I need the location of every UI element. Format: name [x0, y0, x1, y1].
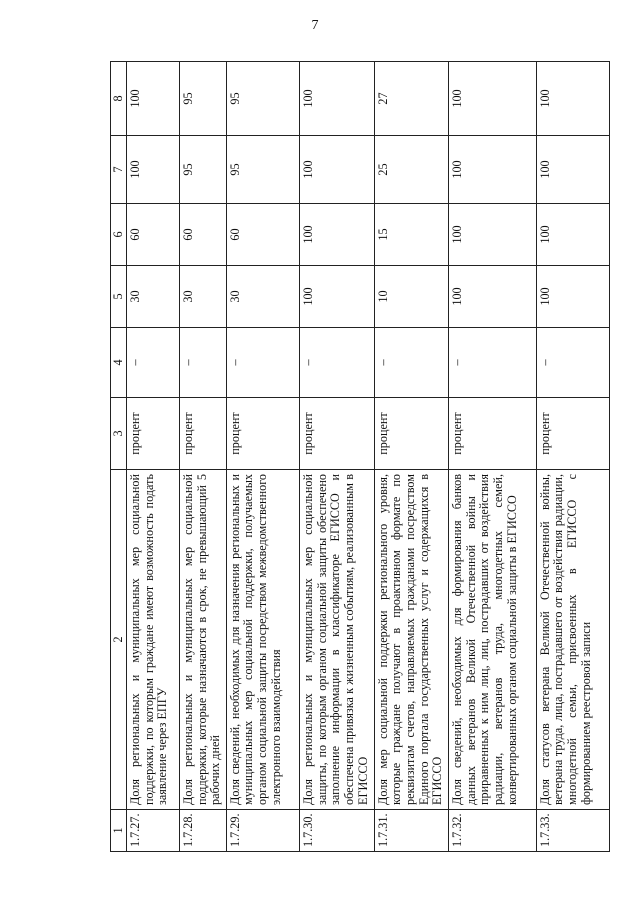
value-cell: 95 — [179, 136, 226, 204]
indicator-description: Доля мер социальной поддержки регионального уровня, которые граждане получают в проактивном формате по реквизитам счетов, направляемых гражданами посредством Единого портала государственных услуг и содержащихся в ЕГИССО — [374, 470, 449, 810]
unit-cell: процент — [179, 398, 226, 470]
value-cell: 100 — [127, 62, 180, 136]
value-cell: 100 — [299, 62, 374, 136]
value-cell: 100 — [536, 266, 609, 328]
value-cell: – — [179, 328, 226, 398]
value-cell: 100 — [449, 266, 537, 328]
value-cell: 95 — [179, 62, 226, 136]
row-number: 1.7.30. — [299, 810, 374, 852]
row-number: 1.7.28. — [179, 810, 226, 852]
table-row — [536, 62, 609, 852]
rotated-table-container — [110, 62, 610, 852]
value-cell: 100 — [127, 136, 180, 204]
value-cell: 30 — [226, 266, 299, 328]
indicator-description: Доля сведений, необходимых для формирования банков данных ветеранов Великой Отечественной войны и приравненных к ним лиц, лиц, пострадавших от воздействия радиации, ветеранов труда, многодетных семей, конвертированных органом социальной защиты в ЕГИССО — [449, 470, 537, 810]
value-cell: 100 — [299, 266, 374, 328]
indicator-description: Доля статусов ветерана Великой Отечественной войны, ветерана труда, лица, пострадавшего от воздействия радиации, многодетной семьи, присвоенных в ЕГИССО с формированием реестровой записи — [536, 470, 609, 810]
unit-cell: процент — [226, 398, 299, 470]
value-cell: – — [536, 328, 609, 398]
value-cell: 10 — [374, 266, 449, 328]
value-cell: 100 — [536, 204, 609, 266]
value-cell: 100 — [536, 136, 609, 204]
value-cell: 25 — [374, 136, 449, 204]
value-cell: – — [127, 328, 180, 398]
row-number: 1.7.32. — [449, 810, 537, 852]
indicator-description: Доля сведений, необходимых для назначения региональных и муниципальных мер социальной поддержки, получаемых органом социальной защиты посредством межведомственного электронного взаимодействия — [226, 470, 299, 810]
value-cell: 15 — [374, 204, 449, 266]
table-row — [374, 62, 449, 852]
indicator-description: Доля региональных и муниципальных мер социальной поддержки, которые назначаются в срок, не превышающий 5 рабочих дней — [179, 470, 226, 810]
value-cell: 100 — [536, 62, 609, 136]
unit-cell: процент — [449, 398, 537, 470]
table-row — [299, 62, 374, 852]
row-number: 1.7.27. — [127, 810, 180, 852]
value-cell: 95 — [226, 136, 299, 204]
value-cell: – — [449, 328, 537, 398]
table-header-row — [111, 62, 127, 852]
row-number: 1.7.31. — [374, 810, 449, 852]
unit-cell: процент — [127, 398, 180, 470]
table-row — [179, 62, 226, 852]
column-header: 3 — [111, 398, 127, 470]
value-cell: – — [374, 328, 449, 398]
column-header: 8 — [111, 62, 127, 136]
value-cell: 100 — [449, 62, 537, 136]
row-number: 1.7.33. — [536, 810, 609, 852]
value-cell: 95 — [226, 62, 299, 136]
table-row — [449, 62, 537, 852]
column-header: 4 — [111, 328, 127, 398]
indicator-description: Доля региональных и муниципальных мер социальной защиты, по которым органом социальной защиты обеспечено заполнение информации в классификаторе ЕГИССО и обеспечена привязка к жизненным событиям, реализованным в ЕГИССО — [299, 470, 374, 810]
column-header: 5 — [111, 266, 127, 328]
value-cell: 100 — [299, 136, 374, 204]
column-header: 6 — [111, 204, 127, 266]
value-cell: 60 — [179, 204, 226, 266]
value-cell: 60 — [226, 204, 299, 266]
page-number: 7 — [311, 18, 319, 33]
table-row — [127, 62, 180, 852]
table-row — [226, 62, 299, 852]
column-header: 1 — [111, 810, 127, 852]
value-cell: 100 — [449, 204, 537, 266]
unit-cell: процент — [536, 398, 609, 470]
indicator-description: Доля региональных и муниципальных мер социальной поддержки, по которым граждане имеют возможность подать заявление через ЕПГУ — [127, 470, 180, 810]
unit-cell: процент — [299, 398, 374, 470]
column-header: 7 — [111, 136, 127, 204]
column-header: 2 — [111, 470, 127, 810]
value-cell: – — [299, 328, 374, 398]
value-cell: 60 — [127, 204, 180, 266]
value-cell: 30 — [127, 266, 180, 328]
unit-cell: процент — [374, 398, 449, 470]
indicators-table — [110, 61, 610, 852]
value-cell: – — [226, 328, 299, 398]
value-cell: 27 — [374, 62, 449, 136]
value-cell: 100 — [299, 204, 374, 266]
value-cell: 30 — [179, 266, 226, 328]
row-number: 1.7.29. — [226, 810, 299, 852]
value-cell: 100 — [449, 136, 537, 204]
